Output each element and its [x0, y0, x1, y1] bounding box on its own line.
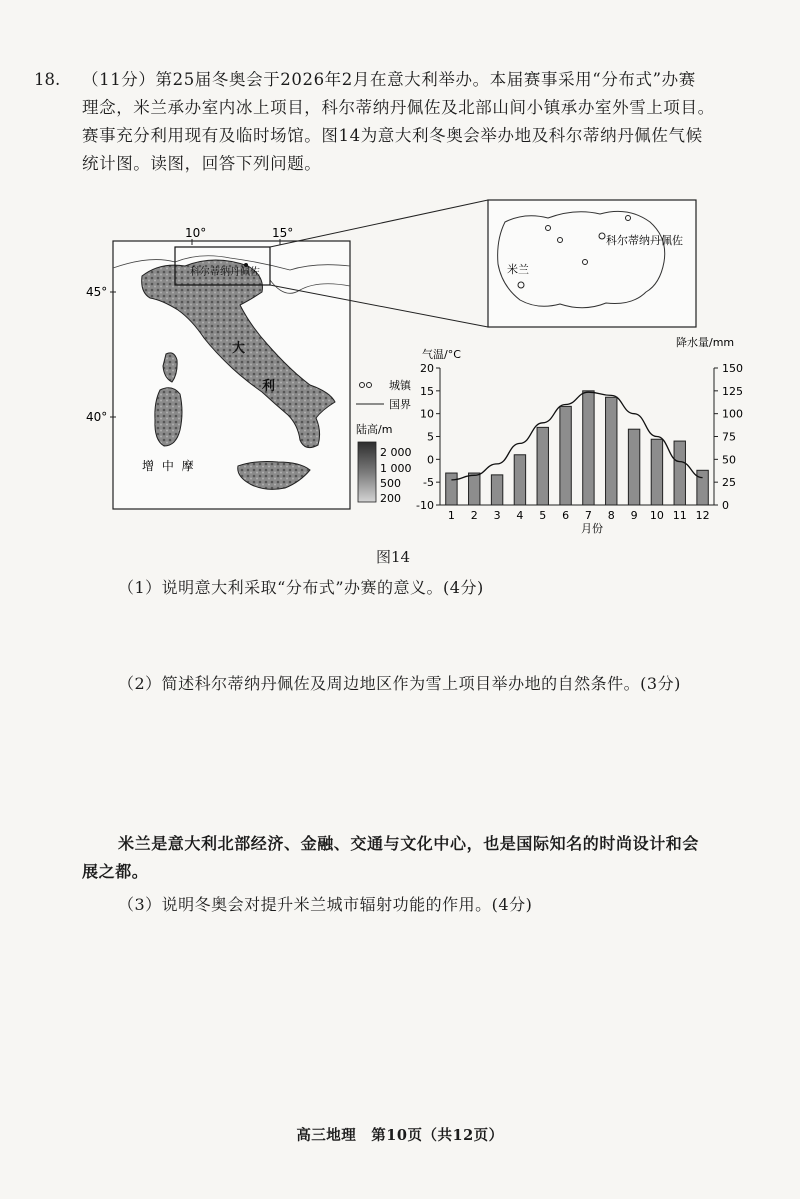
elev-level: 2 000	[380, 446, 412, 459]
box-label: 科尔蒂纳丹佩佐	[190, 267, 260, 278]
precip-bar	[469, 473, 480, 505]
question-number: 18.	[34, 70, 61, 89]
tick-label-left: 15	[420, 384, 434, 398]
sub-question-2: （2）简述科尔蒂纳丹佩佐及周边地区作为雪上项目举办地的自然条件。(3分)	[118, 674, 681, 693]
lon-label-15: 15°	[272, 226, 294, 240]
country-char: 大	[232, 341, 246, 356]
legend-elev-title: 陆高/m	[356, 423, 393, 436]
town-legend-icon	[360, 383, 365, 388]
italy-map-figure	[0, 190, 800, 535]
month-label: 4	[516, 509, 524, 522]
month-label: 10	[649, 509, 664, 522]
legend-town: 城镇	[389, 379, 411, 392]
y-left-title: 气温/°C	[422, 348, 461, 361]
sea-label: 增 中 摩	[142, 459, 196, 473]
precip-bar	[491, 475, 502, 505]
sub-question-3: （3）说明冬奥会对提升米兰城市辐射功能的作用。(4分)	[118, 895, 533, 914]
legend-border: 国界	[389, 398, 411, 411]
precip-bar	[514, 455, 525, 505]
tick-label-left: -10	[416, 499, 434, 512]
inset-label-milan: 米兰	[507, 263, 529, 276]
x-axis-title: 月份	[581, 522, 603, 535]
intro-line: 理念，米兰承办室内冰上项目，科尔蒂纳丹佩佐及北部山间小镇承办室外雪上项目。	[82, 98, 715, 117]
tick-label-right: 125	[722, 384, 743, 398]
intro-line: 统计图。读图，回答下列问题。	[82, 154, 322, 173]
page-footer: 高三地理 第10页（共12页）	[296, 1127, 504, 1144]
month-label: 2	[470, 509, 478, 522]
tick-label-right: 25	[722, 476, 736, 490]
elev-level: 1 000	[380, 462, 412, 475]
month-label: 3	[493, 509, 501, 522]
y-right-title: 降水量/mm	[676, 336, 735, 349]
lat-label-45: 45°	[86, 285, 108, 299]
month-label: 6	[562, 509, 570, 522]
context-paragraph	[82, 830, 752, 886]
month-label: 8	[607, 509, 615, 522]
sardinia	[155, 388, 182, 446]
tick-label-right: 0	[722, 499, 729, 512]
tick-label-right: 50	[722, 453, 736, 467]
precip-bar	[651, 439, 662, 505]
tick-label-right: 75	[722, 430, 736, 444]
tick-label-left: -5	[423, 476, 434, 490]
elev-level: 500	[380, 477, 401, 490]
tick-label-left: 20	[420, 362, 434, 375]
tick-label-right: 150	[722, 362, 743, 375]
precip-bar	[583, 391, 594, 505]
precip-bar	[606, 397, 617, 505]
inset-label-cortina: 科尔蒂纳丹佩佐	[606, 234, 683, 247]
precip-bar	[628, 429, 639, 505]
tick-label-left: 10	[420, 407, 434, 421]
context-line: 米兰是意大利北部经济、金融、交通与文化中心，也是国际知名的时尚设计和会	[118, 834, 700, 853]
lat-label-40: 40°	[86, 410, 108, 424]
tick-label-left: 0	[427, 453, 434, 467]
climate-chart	[416, 335, 743, 535]
tick-label-right: 100	[722, 407, 743, 421]
precip-bar	[537, 427, 548, 505]
elev-level: 200	[380, 492, 401, 505]
precip-bar	[560, 406, 571, 505]
context-line: 展之都。	[82, 862, 149, 881]
month-label: 9	[630, 509, 638, 522]
month-label: 7	[584, 509, 592, 522]
precip-bar	[674, 441, 685, 505]
temperature-line	[451, 392, 702, 480]
question-intro	[82, 66, 752, 178]
precip-bar	[446, 473, 457, 505]
figure-caption: 图14	[376, 548, 411, 566]
month-label: 1	[447, 509, 455, 522]
elevation-scale	[358, 442, 376, 502]
lon-label-10: 10°	[185, 226, 207, 240]
sub-question-1: （1）说明意大利采取“分布式”办赛的意义。(4分)	[118, 578, 484, 597]
month-label: 12	[695, 509, 710, 522]
country-char: 利	[262, 379, 276, 394]
month-label: 5	[539, 509, 547, 522]
intro-line: 赛事充分利用现有及临时场馆。图14为意大利冬奥会举办地及科尔蒂纳丹佩佐气候	[82, 126, 703, 145]
month-label: 11	[672, 509, 687, 522]
precip-bar	[697, 470, 708, 505]
tick-label-left: 5	[427, 430, 434, 444]
connector-line	[270, 200, 488, 247]
intro-line: （11分）第25届冬奥会于2026年2月在意大利举办。本届赛事采用“分布式”办赛	[82, 70, 696, 89]
